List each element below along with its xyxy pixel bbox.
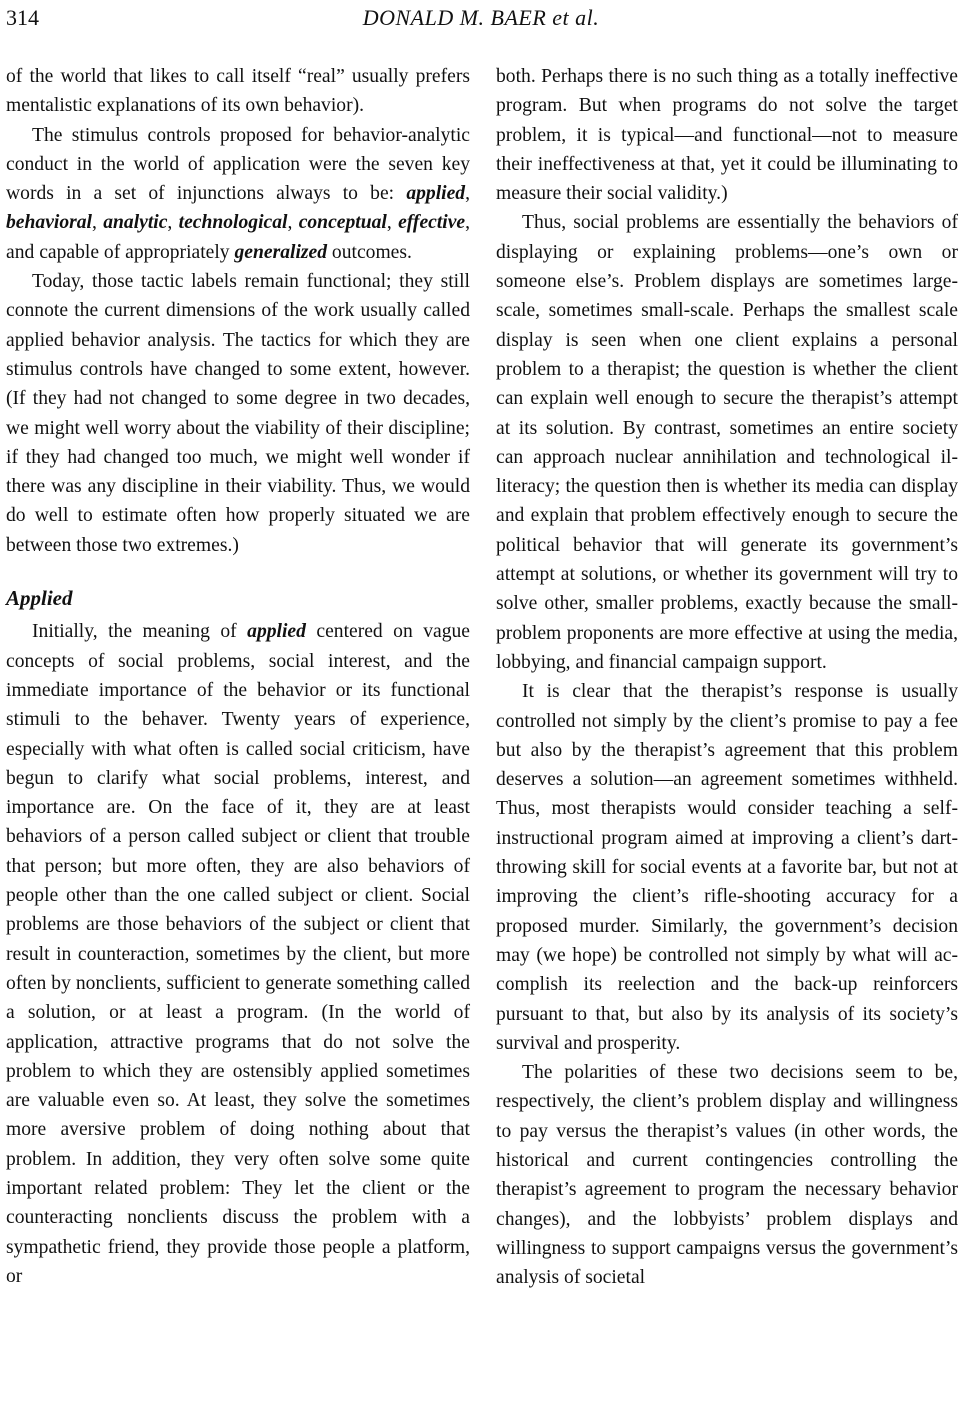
keyword-effective: effective xyxy=(398,212,466,234)
keyword-conceptual: conceptual xyxy=(298,212,387,234)
paragraph-tactic-labels: Today, those tactic labels remain functional; they still connote the current dimensions of the work usually called applied behavior analysis. The tactics for which they are stimulus controls have changed to some extent, however. (If they had not changed to some degree in two decades, we might well worry about the viability of their discipline; if they had changed too much, we might well wonder if there was any discipline in their viability. Thus, we would do well to estimate often how properly situated we are between those two extremes.) xyxy=(6,271,470,556)
running-head xyxy=(6,3,956,37)
keyword-generalized: generalized xyxy=(234,241,328,263)
paragraph-text: centered on vague concepts of social problems, social interest, and the immediate importance of the behavior or its functional stimuli to the behaver. Twenty years of experience, especially with what often is called social criticism, have begun to clarify what social problems, interest, and importance are. On the face of it, they are at least behaviors of a person called subject or client that trouble that person; but more often, they are also behaviors of people other than the one called subject or client. Social problems are those behaviors of the subject or client that result in counteraction, sometimes by the client, but more often by nonclients, sufficient to generate something called a solution, or at least a program. (In the world of application, attractive programs that do not solve the problem to which they are ostensibly applied sometimes are valuable even so. At least, they solve the sometimes more aversive problem of doing nothing about that problem. In addition, they very often solve some quite important related problem: They let the client or the counteracting nonclients discuss the problem with a sympathetic friend, they provide those people a platform, or xyxy=(6,621,470,1287)
paragraph-continuation: both. Perhaps there is no such thing as a totally ineffective program. But when programs do not solve the target problem, it is typical—and functional—not to measure their ineffectiveness at that, yet it could be illuminating to measure their social validity.) xyxy=(496,66,958,205)
paragraph-text: , and capable of appropriately xyxy=(6,212,471,263)
paragraph-polarities: The polarities of these two decisions seem to be, respectively, the client’s problem display and willingness to pay versus the therapist’s values (in other words, the historical and current contingencies controlling the therapist’s agreement to program the necessary behavior changes), and the lobbyists’ problem displays and willingness to support campaigns versus the government’s analysis of societal xyxy=(496,1062,958,1289)
keyword-technological: technological xyxy=(178,212,288,234)
keyword-analytic: analytic xyxy=(103,212,168,234)
paragraph-text: Initially, the meaning of xyxy=(32,621,248,643)
paragraph-stimulus-controls: The stimulus controls proposed for behavior-analytic conduct in the world of application were the seven key words in a set of injunctions always to be: applied, behavioral, analytic, technological, conceptual, effective, and capable of appropriately generalized outcomes. xyxy=(6,124,471,263)
paragraph-text: outcomes. xyxy=(327,241,412,263)
page-number: 314 xyxy=(6,5,39,30)
left-column xyxy=(6,62,470,1291)
section-heading-applied: Applied xyxy=(6,586,73,611)
paragraph-continuation: of the world that likes to call itself “real” usually prefers mentalistic explanations of its own behavior). xyxy=(6,66,470,117)
keyword-behavioral: behavioral xyxy=(6,212,92,234)
paragraph-applied xyxy=(6,617,470,1291)
paragraph-therapist-response: It is clear that the therapist’s response is usually controlled not simply by the client’s promise to pay a fee but also by the therapist’s agreement that this problem deserves a solution—an agreement sometimes withheld. Thus, most therapists would consider teaching a self-instructional program aimed at improving a client’s dart-throwing skill for social events at a favorite bar, but not at improving the client’s rifle-shooting accuracy for a proposed murder. Similarly, the government’s decision may (we hope) be controlled not simply by what will accomplish its reelection and the back-up reinforcers pursuant to that, but also by its analysis of its society’s survival and prosperity. xyxy=(496,681,958,1054)
paragraph-social-problems: Thus, social problems are essentially the behaviors of displaying or explaining problems—one’s own or someone else’s. Problem displays are sometimes large-scale, sometimes small-scale. Perhaps the smallest scale display is seen when one client explains a personal problem to a therapist; the question is whether the client can explain well enough to secure the therapist’s attempt at its solution. By contrast, sometimes an entire society can approach nuclear annihilation and technological illiteracy; the question then is whether its media can display and explain that problem effectively enough to secure the political behavior that will generate its government’s attempt at solutions, or whether its government will try to solve other, smaller problems, exactly because the small-problem proponents are more effective at using the media, lobbying, and financial campaign support. xyxy=(496,212,958,673)
paragraph-text: The stimulus controls proposed for behavior-analytic conduct in the world of application were the seven key words in a set of injunctions always to be: xyxy=(6,124,470,205)
right-column xyxy=(496,62,958,1292)
running-head-title: DONALD M. BAER et al. xyxy=(362,5,600,30)
keyword-applied-inline: applied xyxy=(247,621,306,643)
keyword-applied: applied xyxy=(406,183,466,205)
